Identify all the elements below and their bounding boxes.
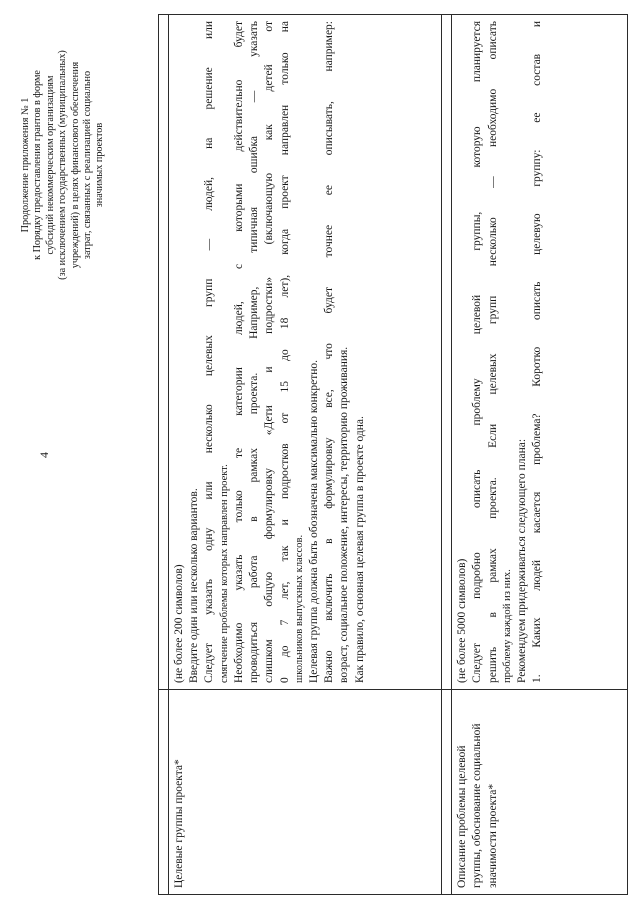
instruction-line: 0 до 7 лет, так и подростков от 15 до 18 лет), когда проект направлен только на: [278, 21, 291, 683]
instruction-line: проблему каждой из них.: [502, 569, 513, 683]
instruction-line: Важно включить в формулировку все, что будет точнее ее описывать, например:: [323, 21, 336, 683]
instruction-line: Целевая группа должна быть обозначена максимально конкретно.: [307, 359, 320, 683]
row-label-line: Целевые группы проекта*: [172, 759, 185, 888]
row-label-line: значимости проекта*: [486, 783, 499, 888]
table-row-problem-description: [452, 15, 628, 895]
header-line: значимых проектов: [94, 122, 106, 208]
instruction-line: слишком общую формулировку «Дети и подростки» (включающую как детей от: [263, 21, 276, 683]
header-line: затрат, связанных с реализацией социально: [82, 70, 94, 260]
application-form-table: [158, 14, 628, 895]
instruction-line: (не более 5000 символов): [456, 558, 469, 683]
table-cell: [159, 15, 169, 690]
instruction-line: возраст, социальное положение, интересы, территорию проживания.: [338, 346, 351, 683]
header-line: (за исключением государственных (муниципальных): [57, 50, 69, 280]
instruction-line: школьников выпускных классов.: [293, 534, 305, 683]
header-line: к Порядку предоставления грантов в форме: [32, 70, 44, 260]
row-instructions-problem-description: [452, 15, 628, 690]
instruction-line: Необходимо указать только те категории людей, с которыми действительно будет: [232, 21, 245, 683]
table-row-spacer: [442, 15, 452, 895]
instruction-line: Рекомендуем придерживаться следующего плана:: [516, 438, 528, 683]
row-instructions-target-groups: [168, 15, 442, 690]
instruction-line: решить в рамках проекта. Если целевых групп несколько — необходимо описать: [486, 21, 499, 683]
table-row-target-groups: [168, 15, 442, 895]
row-label-target-groups: [168, 690, 442, 895]
header-line: субсидий некоммерческим организациям: [44, 75, 56, 255]
table-cell: [159, 690, 169, 895]
row-label-line: группы, обоснование социальной: [471, 723, 484, 888]
instruction-line: (не более 200 символов): [172, 564, 185, 683]
instruction-line: 1. Каких людей касается проблема? Коротко описать целевую группу: ее состав и: [531, 21, 544, 683]
header-line: Продолжение приложения № 1: [20, 97, 31, 233]
instruction-line: Следует подробно описать проблему целевой группы, которую планируется: [471, 21, 484, 683]
table-row-spacer: [159, 15, 169, 895]
row-label-line: Описание проблемы целевой: [456, 745, 469, 888]
instruction-line: Следует указать одну или несколько целевых групп — людей, на решение или: [203, 21, 216, 683]
instruction-line: Введите один или несколько вариантов.: [188, 488, 201, 683]
instruction-line: Как правило, основная целевая группа в проекте одна.: [353, 416, 366, 683]
page-number: 4: [37, 452, 51, 458]
instruction-line: проводиться работа в рамках проекта. Например, типичная ошибка — указать: [247, 21, 260, 683]
table-cell: [442, 15, 452, 690]
instruction-line: смягчение проблемы которых направлен проект.: [218, 464, 230, 683]
row-label-problem-description: [452, 690, 628, 895]
header-line: учреждений) в целях финансового обеспечения: [69, 61, 81, 269]
table-cell: [442, 690, 452, 895]
appendix-header: [20, 5, 107, 325]
